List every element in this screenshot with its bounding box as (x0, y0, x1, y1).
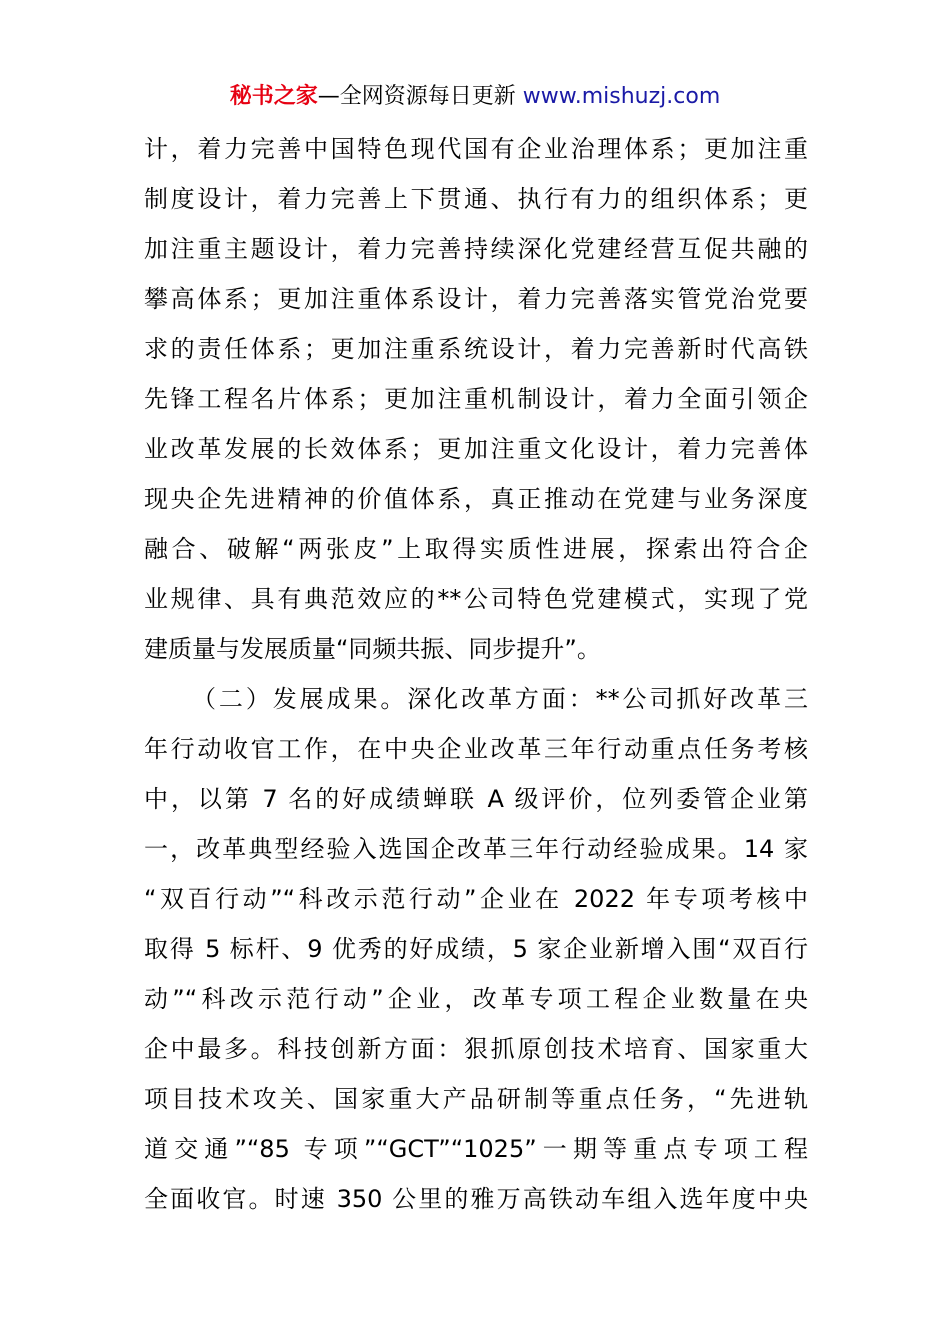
text-line: 道交通”“85 专项”“GCT”“1025”一期等重点专项工程 (144, 1135, 808, 1163)
text-line: 业改革发展的长效体系；更加注重文化设计，着力完善体 (144, 435, 808, 463)
text-line: 年行动收官工作，在中央企业改革三年行动重点任务考核 (144, 735, 808, 763)
text-line: 中，以第 7 名的好成绩蝉联 A 级评价，位列委管企业第 (144, 785, 808, 813)
text-line-paragraph-end: 建质量与发展质量“同频共振、同步提升”。 (144, 635, 601, 663)
text-line: 一，改革典型经验入选国企改革三年行动经验成果。14 家 (144, 835, 808, 863)
text-line: 全面收官。时速 350 公里的雅万高铁动车组入选年度中央 (144, 1185, 808, 1213)
document-body (144, 124, 808, 1224)
text-line: 动”“科改示范行动”企业，改革专项工程企业数量在央 (144, 985, 808, 1013)
text-line: 先锋工程名片体系；更加注重机制设计，着力全面引领企 (144, 385, 808, 413)
site-brand: 秘书之家 (229, 84, 318, 109)
text-line: 项目技术攻关、国家重大产品研制等重点任务，“先进轨 (144, 1085, 808, 1113)
site-header (0, 82, 950, 112)
site-tagline: —全网资源每日更新 (317, 84, 523, 109)
text-line-paragraph-start: （二）发展成果。深化改革方面：**公司抓好改革三 (192, 685, 808, 713)
text-line: 业规律、具有典范效应的**公司特色党建模式，实现了党 (144, 585, 808, 613)
text-line: 制度设计，着力完善上下贯通、执行有力的组织体系；更 (144, 185, 808, 213)
text-line: “双百行动”“科改示范行动”企业在 2022 年专项考核中 (144, 885, 808, 913)
text-line: 现央企先进精神的价值体系，真正推动在党建与业务深度 (144, 485, 808, 513)
text-line: 取得 5 标杆、9 优秀的好成绩，5 家企业新增入围“双百行 (144, 935, 808, 963)
site-url-link[interactable]: www.mishuzj.com (522, 84, 721, 109)
text-line: 企中最多。科技创新方面：狠抓原创技术培育、国家重大 (144, 1035, 808, 1063)
text-line: 计，着力完善中国特色现代国有企业治理体系；更加注重 (144, 135, 808, 163)
text-line: 融合、破解“两张皮”上取得实质性进展，探索出符合企 (144, 535, 808, 563)
text-line: 求的责任体系；更加注重系统设计，着力完善新时代高铁 (144, 335, 808, 363)
text-line: 加注重主题设计，着力完善持续深化党建经营互促共融的 (144, 235, 808, 263)
text-line: 攀高体系；更加注重体系设计，着力完善落实管党治党要 (144, 285, 808, 313)
